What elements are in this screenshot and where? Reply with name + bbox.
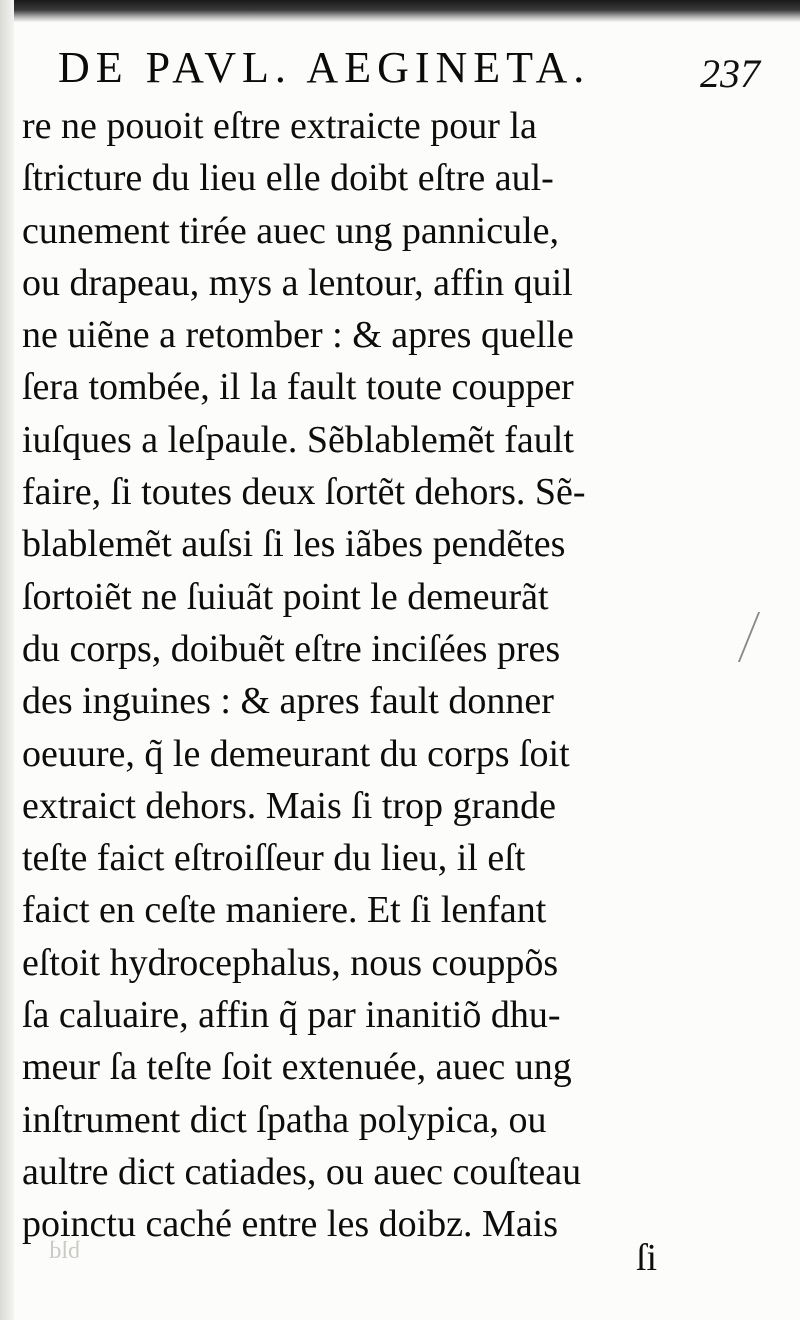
text-line: faire, ſi toutes deux ſortẽt dehors. Sẽ-: [22, 471, 586, 514]
text-line: ſera tombée, il la fault toute coupper: [22, 366, 574, 409]
text-line: inſtrument dict ſpatha polypica, ou: [22, 1098, 547, 1141]
text-line: re ne pouoit eſtre extraicte pour la: [22, 105, 537, 147]
text-line: ſtricture du lieu elle doibt eſtre aul-: [22, 157, 554, 200]
bleed-through-text: bld: [49, 1238, 80, 1264]
text-line: aultre dict catiades, ou auec couſteau: [22, 1150, 582, 1193]
text-line: du corps, doibuẽt eſtre inciſées pres: [22, 627, 561, 670]
catchword: ſi: [636, 1237, 658, 1279]
text-line: oeuure, q̃ le demeurant du corps ſoit: [22, 732, 570, 775]
text-line: faict en ceſte maniere. Et ſi lenfant: [22, 889, 547, 932]
page-number: 237: [700, 51, 760, 96]
text-line: ſa caluaire, affin q̃ par inanitiõ dhu-: [22, 994, 561, 1037]
text-line: meur ſa teſte ſoit extenuée, auec ung: [22, 1046, 572, 1089]
text-line: eſtoit hydrocephalus, nous couppõs: [22, 941, 559, 984]
text-line: teſte faict eſtroiſſeur du lieu, il eſt: [22, 837, 526, 880]
running-head: DE PAVL. AEGINETA.: [58, 43, 591, 92]
text-line: ne uiẽne a retomber : & apres quelle: [22, 314, 574, 357]
text-line: iuſques a leſpaule. Sẽblablemẽt fault: [22, 418, 574, 461]
text-line: extraict dehors. Mais ſi trop grande: [22, 784, 556, 827]
body-text: [22, 100, 672, 1251]
text-line: ou drapeau, mys a lentour, affin quil: [22, 261, 573, 304]
text-line: blablemẽt auſsi ſi les iãbes pendẽtes: [22, 523, 566, 566]
text-line: ſortoiẽt ne ſuiuãt point le demeurãt: [22, 575, 549, 618]
page-top-shadow: [0, 0, 800, 22]
margin-mark: [738, 612, 774, 662]
text-line: cunement tirée auec ung pannicule,: [22, 209, 560, 252]
page-left-shadow: [0, 0, 14, 1320]
text-line: poinctu caché entre les doibz. Mais: [22, 1203, 559, 1246]
text-line: des inguines : & apres fault donner: [22, 680, 554, 723]
